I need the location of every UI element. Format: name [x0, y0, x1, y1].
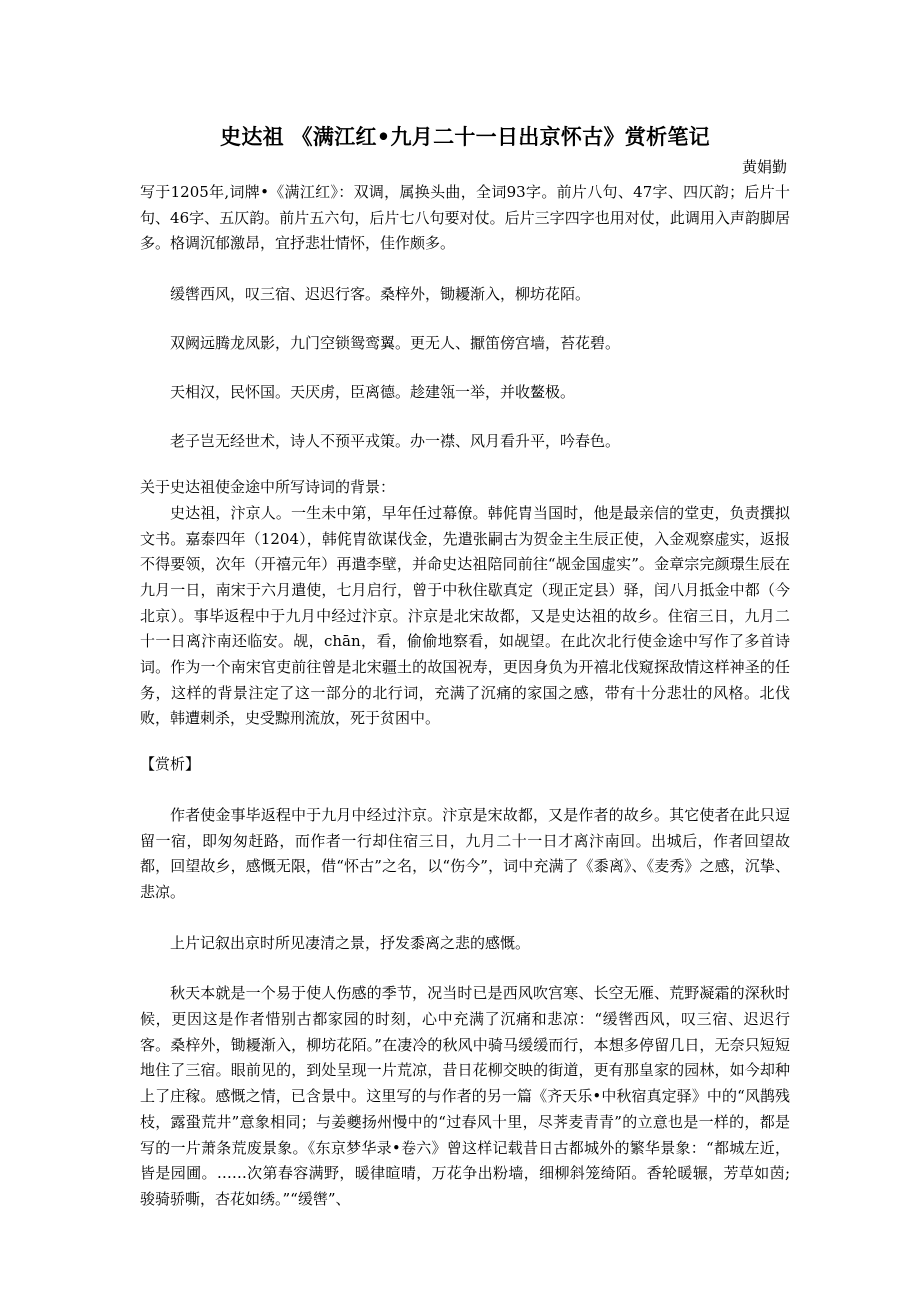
- background-paragraph: 史达祖，汴京人。一生未中第，早年任过幕僚。韩侂胄当国时，他是最亲信的堂吏，负责撰拟文书。嘉泰四年（1204），韩侂胄欲谋伐金，先遣张嗣古为贺金主生辰正使，入金观察虚实，返报不得要领，次年（开禧元年）再遣李壁，并命史达祖陪同前往“觇金国虚实”。金章宗完颜璟生辰在九月一日，南宋于六月遣使，七月启行，曾于中秋住歇真定（现正定县）驿，闰八月抵金中都（今北京）。事毕返程中于九月中经过汴京。汴京是北宋故都，又是史达祖的故乡。住宿三日，九月二十一日离汴南还临安。觇，chān，看，偷偷地察看，如觇望。在此次北行使金途中写作了多首诗词。作为一个南宋官吏前往曾是北宋疆土的故国祝寿，更因身负为开禧北伐窥探敌情这样神圣的任务，这样的背景注定了这一部分的北行词，充满了沉痛的家国之感，带有十分悲壮的风格。北伐败，韩遭刺杀，史受黥刑流放，死于贫困中。: [140, 503, 790, 728]
- verse-line: 天相汉，民怀国。天厌虏，臣离德。趁建瓴一举，并收鳌极。: [170, 383, 576, 402]
- verse-line: 老子岂无经世术，诗人不预平戎策。办一襟、风月看升平，吟春色。: [170, 432, 621, 451]
- analysis-paragraph: 上片记叙出京时所见凄清之景，抒发黍离之悲的感慨。: [170, 933, 531, 952]
- author-name: 黄娟勤: [741, 158, 787, 176]
- verse-line: 缓辔西风，叹三宿、迟迟行客。桑梓外，锄耰渐入，柳坊花陌。: [170, 285, 591, 304]
- verse-line: 双阙远腾龙凤影，九门空锁鸳鸾翼。更无人、擫笛傍宫墙，苔花碧。: [170, 334, 621, 353]
- background-heading: 关于史达祖使金途中所写诗词的背景：: [140, 478, 396, 497]
- analysis-paragraph: 作者使金事毕返程中于九月中经过汴京。汴京是宋故都，又是作者的故乡。其它使者在此只逗留一宿，即匆匆赶路，而作者一行却住宿三日，九月二十一日才离汴南回。出城后，作者回望故都，回望故乡，感慨无限，借“怀古”之名，以“伤今”，词中充满了《黍离》、《麦秀》之感，沉挚、悲凉。: [140, 805, 790, 901]
- intro-paragraph: 写于1205年,词牌•《满江红》：双调，属换头曲，全词93字。前片八句、47字、四仄韵；后片十句、46字、五仄韵。前片五六句，后片七八句要对仗。后片三字四字也用对仗，此调用入声韵脚居多。格调沉郁激昂，宜抒悲壮情怀，佳作颇多。: [140, 183, 790, 253]
- analysis-paragraph: 秋天本就是一个易于使人伤感的季节，况当时已是西风吹宫寒、长空无雁、荒野凝霜的深秋时候，更因这是作者惜别古都家园的时刻，心中充满了沉痛和悲凉：“缓辔西风，叹三宿、迟迟行客。桑梓外，锄耰渐入，柳坊花陌。”在凄冷的秋风中骑马缓缓而行，本想多停留几日，无奈只短短地住了三宿。眼前见的，到处呈现一片荒凉，昔日花柳交映的街道，更有那皇家的园林，如今却种上了庄稼。感慨之情，已含景中。这里写的与作者的另一篇《齐天乐•中秋宿真定驿》中的“风鹊残枝，露蛩荒井”意象相同；与姜夔扬州慢中的“过春风十里，尽荠麦青青”的立意也是一样的，都是写的一片萧条荒废景象。《东京梦华录•卷六》曾这样记载昔日古都城外的繁华景象：“都城左近，皆是园圃。……次第春容满野，暖律暄晴，万花争出粉墙，细柳斜笼绮陌。香轮暖辗，芳草如茵;骏骑骄嘶，杏花如绣。”“缓辔”、: [140, 984, 790, 1208]
- document-title: 史达祖 《满江红•九月二十一日出京怀古》赏析笔记: [220, 124, 710, 149]
- analysis-heading: 【赏析】: [140, 755, 201, 774]
